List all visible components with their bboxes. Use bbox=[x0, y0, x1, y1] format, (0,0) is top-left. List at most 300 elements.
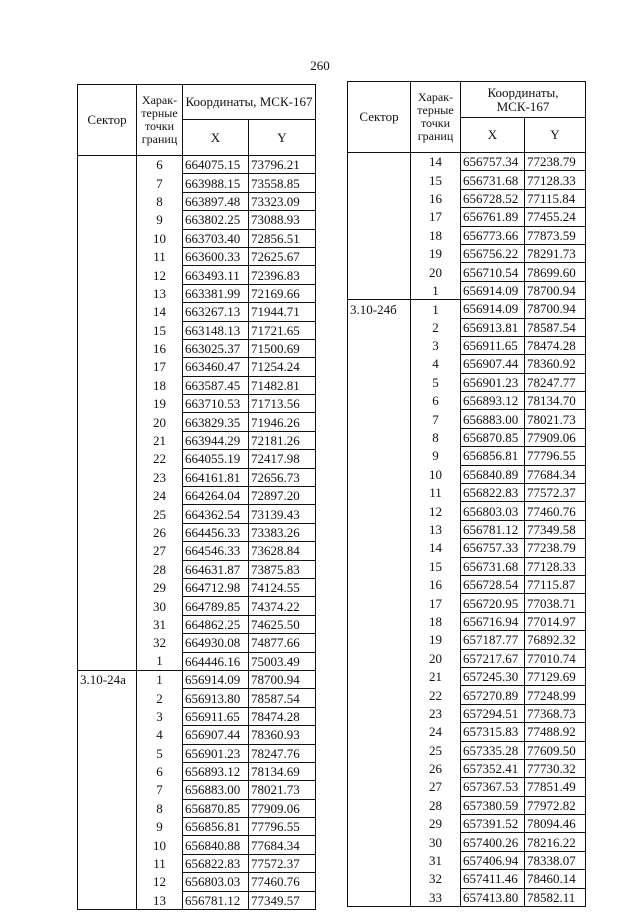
y-cell: 77238.79 bbox=[525, 153, 586, 171]
x-cell: 656907.44 bbox=[183, 726, 249, 744]
table-row bbox=[348, 171, 586, 189]
point-cell: 3 bbox=[411, 336, 461, 354]
table-row bbox=[78, 431, 316, 449]
point-cell: 4 bbox=[411, 355, 461, 373]
point-cell: 17 bbox=[411, 208, 461, 226]
sector-cell bbox=[348, 428, 411, 446]
x-cell: 656870.85 bbox=[183, 799, 249, 817]
y-cell: 78587.54 bbox=[525, 318, 586, 336]
x-cell: 657187.77 bbox=[461, 631, 525, 649]
sector-cell bbox=[348, 594, 411, 612]
sector-cell bbox=[78, 211, 137, 229]
point-cell: 10 bbox=[137, 836, 183, 854]
sector-cell bbox=[348, 392, 411, 410]
point-cell: 24 bbox=[137, 487, 183, 505]
y-cell: 76892.32 bbox=[525, 631, 586, 649]
sector-cell bbox=[78, 413, 137, 431]
x-cell: 656856.81 bbox=[461, 447, 525, 465]
table-row bbox=[348, 778, 586, 796]
y-cell: 77684.34 bbox=[525, 465, 586, 483]
header-coordinates: Координаты, МСК-167 bbox=[461, 82, 586, 118]
point-cell: 18 bbox=[411, 612, 461, 630]
table-row bbox=[348, 833, 586, 851]
sector-cell bbox=[78, 229, 137, 247]
table-row bbox=[348, 373, 586, 391]
x-cell: 657411.46 bbox=[461, 870, 525, 888]
table-row bbox=[78, 891, 316, 909]
y-cell: 77349.58 bbox=[525, 520, 586, 538]
y-cell: 77572.37 bbox=[249, 854, 316, 872]
x-cell: 657315.83 bbox=[461, 723, 525, 741]
point-cell: 2 bbox=[411, 318, 461, 336]
y-cell: 78021.73 bbox=[249, 781, 316, 799]
table-row bbox=[78, 376, 316, 394]
y-cell: 77115.87 bbox=[525, 575, 586, 593]
point-cell: 25 bbox=[411, 741, 461, 759]
sector-cell bbox=[348, 226, 411, 244]
y-cell: 74877.66 bbox=[249, 634, 316, 652]
y-cell: 78360.92 bbox=[525, 355, 586, 373]
point-cell: 32 bbox=[137, 634, 183, 652]
y-cell: 72625.67 bbox=[249, 247, 316, 265]
y-cell: 73875.83 bbox=[249, 560, 316, 578]
table-row bbox=[348, 686, 586, 704]
table-row bbox=[78, 689, 316, 707]
point-cell: 14 bbox=[411, 539, 461, 557]
sector-cell bbox=[78, 266, 137, 284]
y-cell: 77460.76 bbox=[525, 502, 586, 520]
x-cell: 657367.53 bbox=[461, 778, 525, 796]
table-row bbox=[78, 450, 316, 468]
table-row bbox=[78, 670, 316, 688]
point-cell: 19 bbox=[411, 244, 461, 262]
table-row bbox=[348, 796, 586, 814]
x-cell: 656803.03 bbox=[461, 502, 525, 520]
x-cell: 664546.33 bbox=[183, 542, 249, 560]
y-cell: 77873.59 bbox=[525, 226, 586, 244]
x-cell: 656756.22 bbox=[461, 244, 525, 262]
point-cell: 9 bbox=[411, 447, 461, 465]
sector-cell bbox=[78, 542, 137, 560]
table-row bbox=[348, 520, 586, 538]
sector-cell bbox=[348, 373, 411, 391]
table-row bbox=[348, 410, 586, 428]
x-cell: 656914.09 bbox=[183, 670, 249, 688]
table-row bbox=[78, 652, 316, 670]
point-cell: 14 bbox=[411, 153, 461, 171]
table-row bbox=[78, 560, 316, 578]
table-row bbox=[78, 468, 316, 486]
point-cell: 29 bbox=[137, 578, 183, 596]
sector-cell bbox=[78, 615, 137, 633]
sector-cell bbox=[348, 263, 411, 281]
x-cell: 664055.19 bbox=[183, 450, 249, 468]
header-y: Y bbox=[249, 120, 316, 156]
table-row bbox=[348, 392, 586, 410]
x-cell: 657270.89 bbox=[461, 686, 525, 704]
table-row bbox=[348, 704, 586, 722]
sector-cell bbox=[348, 575, 411, 593]
table-row bbox=[348, 244, 586, 262]
x-cell: 663988.15 bbox=[183, 174, 249, 192]
sector-cell bbox=[78, 726, 137, 744]
y-cell: 73323.09 bbox=[249, 192, 316, 210]
sector-cell bbox=[348, 557, 411, 575]
sector-cell bbox=[78, 744, 137, 762]
table-row bbox=[78, 266, 316, 284]
point-cell: 30 bbox=[411, 833, 461, 851]
table-row bbox=[348, 612, 586, 630]
point-cell: 6 bbox=[411, 392, 461, 410]
x-cell: 656907.44 bbox=[461, 355, 525, 373]
sector-cell bbox=[348, 741, 411, 759]
sector-cell bbox=[348, 153, 411, 171]
sector-cell bbox=[78, 781, 137, 799]
y-cell: 73628.84 bbox=[249, 542, 316, 560]
y-cell: 78094.46 bbox=[525, 815, 586, 833]
coordinates-table-right bbox=[347, 81, 586, 907]
x-cell: 664161.81 bbox=[183, 468, 249, 486]
sector-cell bbox=[78, 487, 137, 505]
y-cell: 77128.33 bbox=[525, 171, 586, 189]
x-cell: 657391.52 bbox=[461, 815, 525, 833]
table-row bbox=[78, 542, 316, 560]
sector-cell bbox=[78, 174, 137, 192]
table-row bbox=[348, 484, 586, 502]
y-cell: 78700.94 bbox=[249, 670, 316, 688]
x-cell: 656911.65 bbox=[461, 336, 525, 354]
table-row bbox=[348, 723, 586, 741]
point-cell: 6 bbox=[137, 156, 183, 174]
x-cell: 656911.65 bbox=[183, 707, 249, 725]
table-row bbox=[348, 263, 586, 281]
table-row bbox=[78, 358, 316, 376]
y-cell: 78582.11 bbox=[525, 888, 586, 906]
table-row bbox=[78, 836, 316, 854]
y-cell: 77238.79 bbox=[525, 539, 586, 557]
point-cell: 12 bbox=[411, 502, 461, 520]
sector-cell bbox=[78, 303, 137, 321]
point-cell: 19 bbox=[411, 631, 461, 649]
sector-cell bbox=[78, 891, 137, 909]
y-cell: 77455.24 bbox=[525, 208, 586, 226]
y-cell: 74625.50 bbox=[249, 615, 316, 633]
point-cell: 27 bbox=[137, 542, 183, 560]
point-cell: 7 bbox=[411, 410, 461, 428]
sector-cell bbox=[78, 192, 137, 210]
x-cell: 657406.94 bbox=[461, 851, 525, 869]
point-cell: 11 bbox=[137, 854, 183, 872]
x-cell: 656720.95 bbox=[461, 594, 525, 612]
point-cell: 5 bbox=[137, 744, 183, 762]
sector-cell bbox=[348, 888, 411, 906]
x-cell: 656913.80 bbox=[183, 689, 249, 707]
x-cell: 663829.35 bbox=[183, 413, 249, 431]
point-cell: 18 bbox=[137, 376, 183, 394]
y-cell: 71482.81 bbox=[249, 376, 316, 394]
x-cell: 663944.29 bbox=[183, 431, 249, 449]
y-cell: 77851.49 bbox=[525, 778, 586, 796]
y-cell: 72417.98 bbox=[249, 450, 316, 468]
sector-cell bbox=[78, 450, 137, 468]
point-cell: 9 bbox=[137, 211, 183, 229]
sector-cell bbox=[78, 339, 137, 357]
table-row bbox=[348, 447, 586, 465]
point-cell: 22 bbox=[411, 686, 461, 704]
point-cell: 23 bbox=[411, 704, 461, 722]
sector-cell bbox=[78, 762, 137, 780]
table-row bbox=[348, 870, 586, 888]
table-row bbox=[348, 502, 586, 520]
x-cell: 663267.13 bbox=[183, 303, 249, 321]
x-cell: 664264.04 bbox=[183, 487, 249, 505]
table-row bbox=[78, 762, 316, 780]
table-row bbox=[78, 744, 316, 762]
x-cell: 657352.41 bbox=[461, 759, 525, 777]
x-cell: 656761.89 bbox=[461, 208, 525, 226]
sector-cell bbox=[78, 560, 137, 578]
y-cell: 78587.54 bbox=[249, 689, 316, 707]
sector-cell bbox=[78, 376, 137, 394]
point-cell: 18 bbox=[411, 226, 461, 244]
table-row bbox=[348, 300, 586, 318]
y-cell: 72897.20 bbox=[249, 487, 316, 505]
point-cell: 26 bbox=[137, 523, 183, 541]
sector-cell bbox=[78, 597, 137, 615]
table-row bbox=[78, 192, 316, 210]
sector-cell bbox=[78, 505, 137, 523]
x-cell: 656822.83 bbox=[183, 854, 249, 872]
point-cell: 27 bbox=[411, 778, 461, 796]
sector-cell bbox=[78, 247, 137, 265]
y-cell: 78699.60 bbox=[525, 263, 586, 281]
table-row bbox=[78, 615, 316, 633]
header-x: X bbox=[461, 118, 525, 153]
sector-cell bbox=[348, 815, 411, 833]
point-cell: 13 bbox=[137, 891, 183, 909]
sector-cell bbox=[348, 208, 411, 226]
x-cell: 656773.66 bbox=[461, 226, 525, 244]
point-cell: 21 bbox=[411, 667, 461, 685]
y-cell: 78700.94 bbox=[525, 281, 586, 299]
sector-cell bbox=[348, 336, 411, 354]
sector-cell bbox=[348, 796, 411, 814]
table-row bbox=[348, 815, 586, 833]
y-cell: 77248.99 bbox=[525, 686, 586, 704]
y-cell: 78134.70 bbox=[525, 392, 586, 410]
table-row bbox=[348, 226, 586, 244]
sector-cell bbox=[348, 189, 411, 207]
point-cell: 20 bbox=[137, 413, 183, 431]
point-cell: 12 bbox=[137, 873, 183, 891]
y-cell: 72656.73 bbox=[249, 468, 316, 486]
y-cell: 78247.76 bbox=[249, 744, 316, 762]
x-cell: 657245.30 bbox=[461, 667, 525, 685]
point-cell: 7 bbox=[137, 781, 183, 799]
y-cell: 78474.28 bbox=[249, 707, 316, 725]
point-cell: 19 bbox=[137, 395, 183, 413]
table-row bbox=[78, 818, 316, 836]
sector-cell: 3.10-24б bbox=[348, 300, 411, 318]
table-row bbox=[348, 153, 586, 171]
y-cell: 73796.21 bbox=[249, 156, 316, 174]
point-cell: 33 bbox=[411, 888, 461, 906]
x-cell: 664631.87 bbox=[183, 560, 249, 578]
point-cell: 32 bbox=[411, 870, 461, 888]
y-cell: 77014.97 bbox=[525, 612, 586, 630]
x-cell: 657413.80 bbox=[461, 888, 525, 906]
sector-cell bbox=[348, 612, 411, 630]
point-cell: 8 bbox=[137, 799, 183, 817]
x-cell: 656914.09 bbox=[461, 300, 525, 318]
x-cell: 656840.88 bbox=[183, 836, 249, 854]
sector-cell bbox=[348, 723, 411, 741]
x-cell: 656893.12 bbox=[461, 392, 525, 410]
y-cell: 78338.07 bbox=[525, 851, 586, 869]
point-cell: 3 bbox=[137, 707, 183, 725]
sector-cell bbox=[348, 484, 411, 502]
y-cell: 77368.73 bbox=[525, 704, 586, 722]
y-cell: 78474.28 bbox=[525, 336, 586, 354]
x-cell: 663587.45 bbox=[183, 376, 249, 394]
y-cell: 77609.50 bbox=[525, 741, 586, 759]
point-cell: 1 bbox=[411, 300, 461, 318]
table-row bbox=[78, 487, 316, 505]
table-row bbox=[348, 355, 586, 373]
point-cell: 21 bbox=[137, 431, 183, 449]
point-cell: 8 bbox=[137, 192, 183, 210]
y-cell: 78291.73 bbox=[525, 244, 586, 262]
x-cell: 656870.85 bbox=[461, 428, 525, 446]
sector-cell bbox=[78, 854, 137, 872]
sector-cell bbox=[348, 686, 411, 704]
point-cell: 20 bbox=[411, 263, 461, 281]
header-sector: Сектор bbox=[78, 85, 137, 156]
sector-cell bbox=[348, 759, 411, 777]
point-cell: 28 bbox=[137, 560, 183, 578]
table-row bbox=[78, 578, 316, 596]
x-cell: 657217.67 bbox=[461, 649, 525, 667]
x-cell: 656883.00 bbox=[461, 410, 525, 428]
y-cell: 78021.73 bbox=[525, 410, 586, 428]
y-cell: 73088.93 bbox=[249, 211, 316, 229]
table-row bbox=[348, 631, 586, 649]
point-cell: 22 bbox=[137, 450, 183, 468]
table-row bbox=[78, 247, 316, 265]
y-cell: 71946.26 bbox=[249, 413, 316, 431]
point-cell: 23 bbox=[137, 468, 183, 486]
y-cell: 72856.51 bbox=[249, 229, 316, 247]
header-characteristic-points: Харак-терные точки границ bbox=[411, 82, 461, 153]
sector-cell bbox=[78, 689, 137, 707]
y-cell: 78360.93 bbox=[249, 726, 316, 744]
table-row bbox=[348, 189, 586, 207]
sector-cell bbox=[348, 778, 411, 796]
table-row bbox=[348, 208, 586, 226]
point-cell: 29 bbox=[411, 815, 461, 833]
y-cell: 77909.06 bbox=[525, 428, 586, 446]
table-row bbox=[348, 649, 586, 667]
x-cell: 656710.54 bbox=[461, 263, 525, 281]
y-cell: 71721.65 bbox=[249, 321, 316, 339]
point-cell: 1 bbox=[137, 670, 183, 688]
point-cell: 4 bbox=[137, 726, 183, 744]
table-body-right bbox=[348, 153, 586, 907]
y-cell: 71713.56 bbox=[249, 395, 316, 413]
y-cell: 74374.22 bbox=[249, 597, 316, 615]
point-cell: 16 bbox=[137, 339, 183, 357]
y-cell: 77684.34 bbox=[249, 836, 316, 854]
point-cell: 31 bbox=[137, 615, 183, 633]
header-characteristic-points: Харак-терные точки границ bbox=[137, 85, 183, 156]
point-cell: 5 bbox=[411, 373, 461, 391]
point-cell: 17 bbox=[411, 594, 461, 612]
sector-cell bbox=[78, 284, 137, 302]
sector-cell bbox=[78, 431, 137, 449]
x-cell: 663897.48 bbox=[183, 192, 249, 210]
point-cell: 17 bbox=[137, 358, 183, 376]
sector-cell bbox=[348, 649, 411, 667]
point-cell: 7 bbox=[137, 174, 183, 192]
x-cell: 656781.12 bbox=[183, 891, 249, 909]
x-cell: 664456.33 bbox=[183, 523, 249, 541]
x-cell: 664075.15 bbox=[183, 156, 249, 174]
sector-cell bbox=[348, 465, 411, 483]
x-cell: 657400.26 bbox=[461, 833, 525, 851]
x-cell: 656883.00 bbox=[183, 781, 249, 799]
point-cell: 12 bbox=[137, 266, 183, 284]
x-cell: 657380.59 bbox=[461, 796, 525, 814]
y-cell: 77972.82 bbox=[525, 796, 586, 814]
sector-cell bbox=[348, 539, 411, 557]
table-row bbox=[78, 634, 316, 652]
sector-cell bbox=[78, 634, 137, 652]
table-row bbox=[78, 321, 316, 339]
y-cell: 77796.55 bbox=[249, 818, 316, 836]
header-y: Y bbox=[525, 118, 586, 153]
point-cell: 16 bbox=[411, 575, 461, 593]
x-cell: 664789.85 bbox=[183, 597, 249, 615]
sector-cell bbox=[348, 520, 411, 538]
table-row bbox=[348, 667, 586, 685]
point-cell: 16 bbox=[411, 189, 461, 207]
table-row bbox=[78, 174, 316, 192]
point-cell: 10 bbox=[411, 465, 461, 483]
sector-cell bbox=[78, 652, 137, 670]
sector-cell bbox=[348, 631, 411, 649]
point-cell: 1 bbox=[411, 281, 461, 299]
table-row bbox=[78, 303, 316, 321]
table-row bbox=[348, 465, 586, 483]
y-cell: 78460.14 bbox=[525, 870, 586, 888]
sector-cell bbox=[78, 156, 137, 174]
y-cell: 75003.49 bbox=[249, 652, 316, 670]
table-row bbox=[78, 284, 316, 302]
point-cell: 11 bbox=[137, 247, 183, 265]
point-cell: 15 bbox=[411, 557, 461, 575]
y-cell: 77129.69 bbox=[525, 667, 586, 685]
x-cell: 656901.23 bbox=[461, 373, 525, 391]
x-cell: 656840.89 bbox=[461, 465, 525, 483]
x-cell: 664446.16 bbox=[183, 652, 249, 670]
table-row bbox=[348, 741, 586, 759]
table-row bbox=[348, 759, 586, 777]
table-row bbox=[348, 575, 586, 593]
x-cell: 663025.37 bbox=[183, 339, 249, 357]
table-row bbox=[348, 557, 586, 575]
sector-cell bbox=[78, 358, 137, 376]
x-cell: 656716.94 bbox=[461, 612, 525, 630]
